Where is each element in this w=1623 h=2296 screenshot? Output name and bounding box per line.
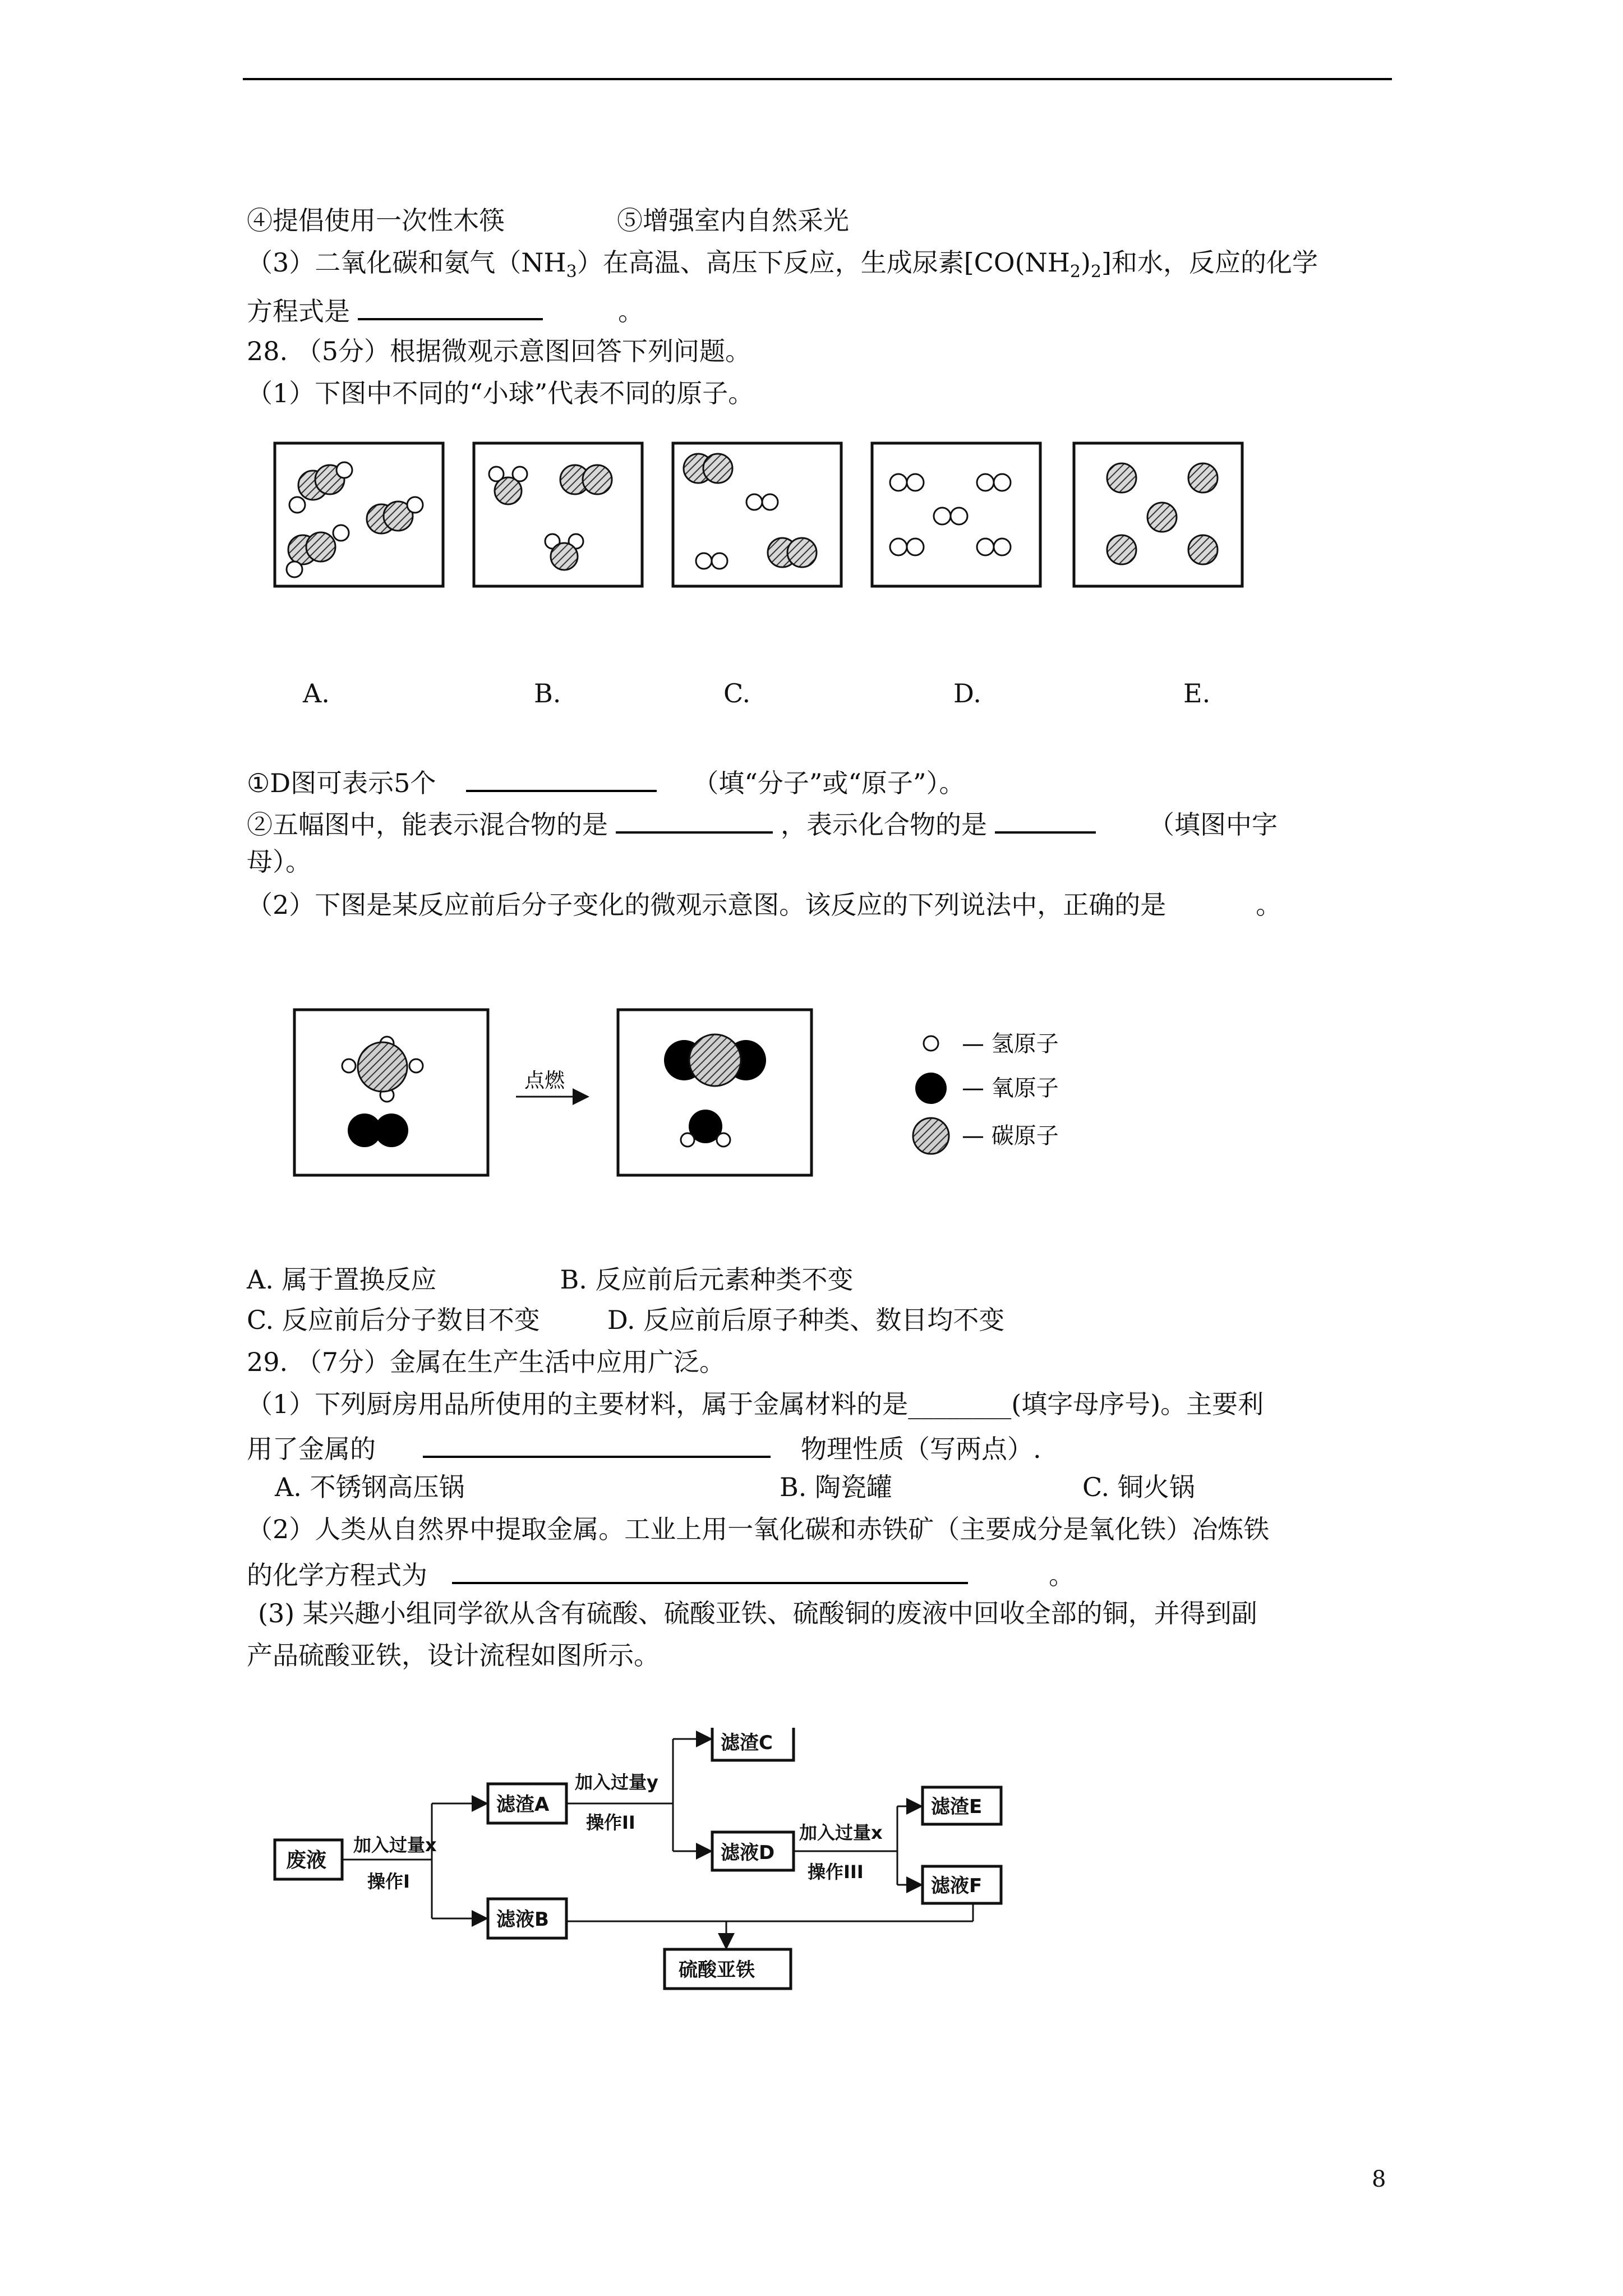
q28-option-C: C. 反应前后分子数目不变: [247, 1305, 540, 1335]
answer-blank[interactable]: [358, 290, 543, 320]
q28-option-B: B. 反应前后元素种类不变: [560, 1264, 854, 1295]
q29-part2-line2: [247, 1554, 1075, 1593]
residue-C-label: 滤渣C: [721, 1732, 773, 1754]
box-label-A: A.: [303, 678, 330, 708]
box-C: [673, 443, 841, 586]
q29-part2-text: 的化学方程式为: [247, 1560, 427, 1590]
q27-part3-text-a: （3）二氧化碳和氨气（NH: [247, 247, 566, 278]
q29-option-B: B. 陶瓷罐: [780, 1472, 893, 1502]
product-label: 硫酸亚铁: [679, 1959, 755, 1981]
q29-option-A: A. 不锈钢高压锅: [275, 1472, 465, 1502]
q28-sub1-text: ①D图可表示5个: [247, 768, 436, 798]
answer-blank[interactable]: [995, 803, 1096, 834]
q28-sub2-text-b: ，表示化合物的是: [781, 809, 987, 840]
q27-items-line: [247, 203, 849, 238]
answer-blank[interactable]: [466, 762, 657, 792]
q27-sub1: 3: [566, 262, 577, 282]
q27-sub3: 2: [1090, 262, 1102, 282]
hydrogen-atom-icon: [924, 1036, 938, 1051]
step3-bottom: 操作III: [808, 1861, 864, 1883]
q29-option-C: C. 铜火锅: [1082, 1472, 1195, 1502]
q27-part3-line2: [247, 290, 644, 329]
step2-top: 加入过量y: [575, 1772, 658, 1793]
q29-part1-line2: [247, 1428, 1041, 1466]
reaction-figure: [292, 1004, 1133, 1189]
filtrate-F-label: 滤液F: [931, 1875, 983, 1897]
carbon-atom-icon: [913, 1118, 949, 1154]
products-box: [618, 1010, 811, 1175]
oxygen-atom-icon: [915, 1073, 947, 1104]
answer-blank[interactable]: [423, 1428, 771, 1458]
legend-hydrogen: — 氢原子: [962, 1031, 1059, 1057]
box-A: [275, 443, 443, 586]
step1-bottom: 操作I: [367, 1871, 410, 1892]
filtrate-D-label: 滤液D: [721, 1842, 775, 1864]
reactants-box: [294, 1010, 488, 1175]
q28-option-A: A. 属于置换反应: [247, 1264, 437, 1295]
legend-carbon: — 碳原子: [962, 1123, 1059, 1149]
page-number: 8: [1372, 2166, 1386, 2192]
q27-part3-label: 方程式是: [247, 296, 350, 326]
q29-header: 29. （7分）金属在生产生活中应用广泛。: [247, 1347, 726, 1377]
q28-options-ab: [247, 1262, 854, 1297]
q27-part3-end: 。: [618, 296, 644, 326]
q29-part3-line1: (3) 某兴趣小组同学欲从含有硫酸、硫酸亚铁、硫酸铜的废液中回收全部的铜，并得到副: [258, 1598, 1257, 1628]
box-label-E: E.: [1183, 678, 1211, 708]
waste-label: 废液: [286, 1849, 327, 1872]
q27-part3-text-c: ): [1081, 247, 1091, 278]
q28-part2-text: （2）下图是某反应前后分子变化的微观示意图。该反应的下列说法中，正确的是: [247, 890, 1166, 920]
q28-option-D: D. 反应前后原子种类、数目均不变: [607, 1305, 1005, 1335]
answer-blank[interactable]: [452, 1554, 968, 1584]
q29-part3-line2: 产品硫酸亚铁，设计流程如图所示。: [247, 1640, 660, 1671]
q29-part1-hint: 物理性质（写两点）.: [801, 1434, 1041, 1464]
legend-oxygen: — 氧原子: [962, 1075, 1059, 1101]
q28-sub2-text-c: （填图中字: [1149, 809, 1278, 840]
q28-header: 28. （5分）根据微观示意图回答下列问题。: [247, 336, 751, 366]
box-label-C: C.: [723, 678, 751, 708]
q28-part1: （1）下图中不同的“小球”代表不同的原子。: [247, 378, 754, 408]
step2-bottom: 操作II: [586, 1812, 635, 1833]
box-label-B: B.: [534, 678, 561, 708]
box-D: [872, 443, 1040, 586]
molecule-boxes-figure: [269, 438, 1267, 600]
q27-sub2: 2: [1069, 262, 1081, 282]
q28-sub2: [247, 803, 1278, 842]
q27-part3-text-b: ）在高温、高压下反应，生成尿素[CO(NH: [577, 247, 1070, 278]
answer-blank[interactable]: [616, 803, 773, 834]
atom-legend: [913, 1031, 1059, 1154]
q28-sub2-text-a: ②五幅图中，能表示混合物的是: [247, 809, 608, 840]
box-B: [474, 443, 642, 586]
q29-part2-line1: （2）人类从自然界中提取金属。工业上用一氧化碳和赤铁矿（主要成分是氧化铁）冶炼铁: [247, 1514, 1270, 1544]
q27-item4: ④提倡使用一次性木筷: [247, 205, 505, 236]
q28-sub2-cont: 母）。: [247, 846, 311, 877]
q28-part2: [247, 887, 1281, 922]
residue-E-label: 滤渣E: [931, 1796, 983, 1818]
step3-top: 加入过量x: [799, 1822, 883, 1843]
q29-part1-text: 用了金属的: [247, 1434, 376, 1464]
reaction-condition: 点燃: [524, 1069, 565, 1092]
q29-part1-line1: （1）下列厨房用品所使用的主要材料，属于金属材料的是________(填字母序号)。主要利: [247, 1389, 1264, 1419]
header-rule: [243, 78, 1392, 80]
residue-A-label: 滤渣A: [496, 1793, 550, 1816]
recovery-flowchart: [269, 1728, 1032, 2008]
q27-part3-line1: [247, 245, 1318, 289]
filtrate-B-label: 滤液B: [496, 1908, 549, 1931]
q28-sub1-hint: （填“分子”或“原子”）。: [693, 768, 965, 798]
q28-options-cd: [247, 1303, 1004, 1337]
q27-part3-text-d: ]和水，反应的化学: [1101, 247, 1318, 278]
step1-top: 加入过量x: [353, 1834, 437, 1856]
q27-item5: ⑤增强室内自然采光: [617, 205, 849, 236]
q28-part2-end: 。: [1256, 890, 1282, 920]
box-label-D: D.: [953, 678, 981, 708]
q29-part2-end: 。: [1049, 1560, 1075, 1590]
box-E: [1074, 443, 1242, 586]
reaction-arrow: [516, 1069, 586, 1097]
q28-sub1: [247, 762, 965, 800]
